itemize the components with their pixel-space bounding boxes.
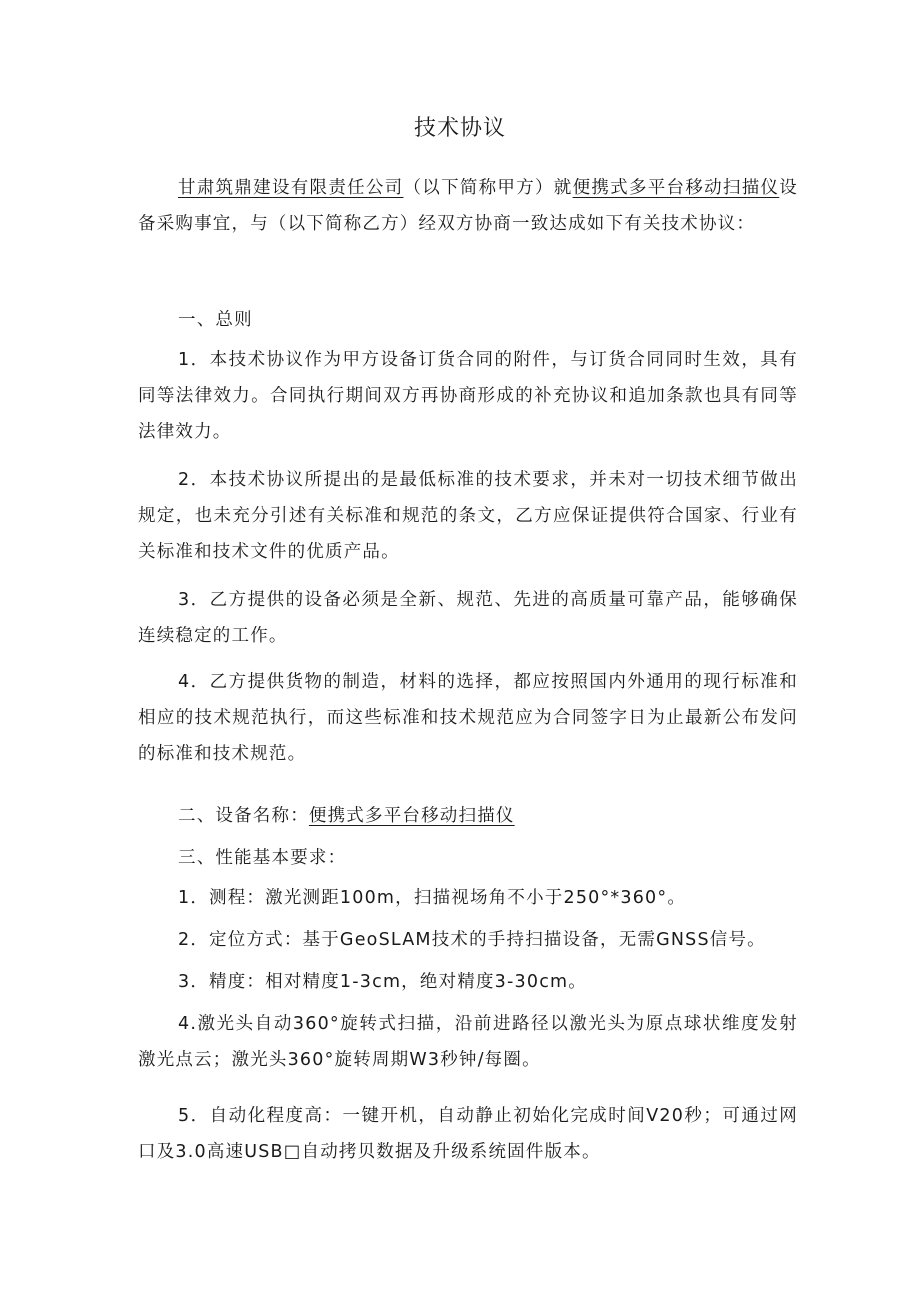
section-3-item-3: 3．精度：相对精度1-3cm，绝对精度3-30cm。 — [178, 972, 587, 992]
section-3-item-1: 1．测程：激光测距100m，扫描视场角不小于250°*360°。 — [178, 888, 687, 908]
intro-text-1: （以下简称甲方）就 — [403, 178, 573, 198]
section-1-item-4: 4．乙方提供货物的制造，材料的选择，都应按照国内外通用的现行标准和相应的技术规范执行，而这些标准和技术规范应为合同签字日为止最新公布发问的标准和技术规范。 — [138, 672, 798, 764]
section-1-item-1: 1．本技术协议作为甲方设备订货合同的附件，与订货合同同时生效，具有同等法律效力。合同执行期间双方再协商形成的补充协议和追加条款也具有同等法律效力。 — [138, 350, 798, 442]
party-a-name: 甘肃筑鼎建设有限责任公司 — [178, 178, 404, 198]
section-2-equipment-name: 便携式多平台移动扫描仪 — [308, 806, 515, 826]
section-3-item-2: 2．定位方式：基于GeoSLAM技术的手持扫描设备，无需GNSS信号。 — [178, 930, 766, 950]
section-1-item-3: 3．乙方提供的设备必须是全新、规范、先进的高质量可靠产品，能够确保连续稳定的工作。 — [138, 590, 798, 646]
section-2-heading: 二、设备名称： — [178, 806, 309, 826]
section-1-heading: 一、总则 — [178, 310, 253, 330]
intro-paragraph — [138, 170, 798, 242]
section-3-heading: 三、性能基本要求： — [178, 848, 347, 868]
section-2-line — [178, 798, 515, 834]
section-3-item-5: 5．自动化程度高：一键开机，自动静止初始化完成时间V20秒；可通过网口及3.0高速USB□自动拷贝数据及升级系统固件版本。 — [138, 1106, 798, 1162]
intro-text-2: 设备采购事宜，与（以下简称乙方）经双方协商一致达成如下有关技术协议： — [138, 178, 798, 234]
section-3-item-4: 4.激光头自动360°旋转式扫描，沿前进路径以激光头为原点球状维度发射激光点云；激光头360°旋转周期W3秒钟/每圈。 — [138, 1014, 798, 1070]
section-1-item-2: 2．本技术协议所提出的是最低标准的技术要求，并未对一切技术细节做出规定，也未充分引述有关标准和规范的条文，乙方应保证提供符合国家、行业有关标准和技术文件的优质产品。 — [138, 470, 798, 562]
equipment-name-inline: 便携式多平台移动扫描仪 — [572, 178, 780, 198]
document-title: 技术协议 — [413, 116, 506, 141]
